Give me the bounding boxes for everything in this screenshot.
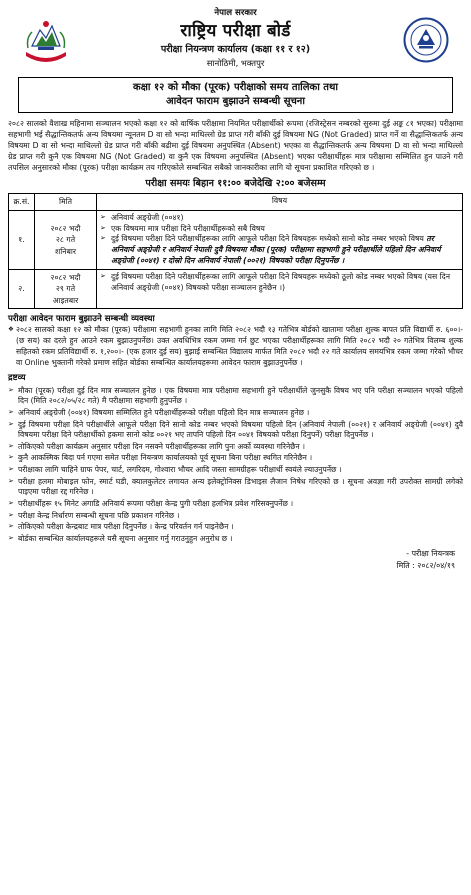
col-header-no: क्र.सं.	[9, 194, 35, 210]
subject-item: ➢ दुई विषयमा परीक्षा दिने परीक्षार्थीहरूका लागि आफूले परीक्षा दिने विषयहरू मध्येको ठूलो कोड नम्बर भएको विषय (यस दिन अनिवार्य अङ्ग्रेजी (००४१) विषयको परीक्षा सञ्चालन हुनेछैन ।)	[100, 272, 459, 294]
exam-time: परीक्षा समयः बिहान ११:०० बजेदेखि २:०० बजेसम्म	[145, 177, 326, 189]
notice-date: मिति : २०८२/०४/१९	[396, 561, 455, 571]
note-item: ➢ परीक्षा केन्द्र निर्धारण सम्बन्धी सूचना पछि प्रकाशन गरिनेछ ।	[8, 511, 463, 522]
note-item: ➢ तोकिएको परीक्षा केन्द्रबाट मात्र परीक्षा दिनुपर्नेछ । केन्द्र परिवर्तन गर्न पाइनेछैन ।	[8, 522, 463, 533]
row-subjects	[97, 210, 463, 270]
note-item: ➢ अनिवार्य अङ्ग्रेजी (००४१) विषयमा सम्मिलित हुने परीक्षार्थीहरूको परीक्षा पहिलो दिन मात्र सञ्चालन हुनेछ ।	[8, 408, 463, 419]
office-location: सानोठिमी, भक्तपुर	[206, 57, 265, 68]
subject-item: ➢ एक विषयमा मात्र परीक्षा दिने परीक्षार्थीहरूको सबै विषय	[100, 224, 459, 235]
note-item: ➢ तोकिएको परीक्षा कार्यक्रम अनुसार परीक्षा दिन नसक्ने परीक्षार्थीहरूका लागि पुनः अर्को व्यवस्था गरिनेछैन ।	[8, 442, 463, 453]
subject-item	[100, 234, 459, 267]
row-date	[35, 270, 97, 308]
date-line: २०८२ भदौ	[50, 224, 81, 234]
notice-title-line-1: कक्षा १२ को मौका (पूरक) परीक्षाको समय तालिका तथा	[133, 82, 338, 93]
note-item: ➢ परीक्षाका लागि चाहिने ग्राफ पेपर, चार्ट, लगरिदम, गोश्वारा भौचर आदि जस्ता सामग्रीहरू परीक्षार्थी स्वयंले ल्याउनुपर्नेछ ।	[8, 465, 463, 476]
schedule-table	[8, 193, 463, 308]
row-number: २.	[9, 270, 35, 308]
table-row	[9, 270, 463, 308]
notes-list	[8, 386, 463, 545]
government-name: नेपाल सरकार	[214, 8, 257, 18]
note-item: ➢ परीक्षार्थीहरू १५ मिनेट अगाडि अनिवार्य रूपमा परीक्षा केन्द्र पुगी परीक्षा हलभित्र प्रवेश गरिसक्नुपर्नेछ ।	[8, 499, 463, 510]
notice-title-box	[18, 77, 453, 113]
weekday: शनिबार	[54, 246, 76, 256]
row-number: १.	[9, 210, 35, 270]
note-item: ➢ परीक्षा हलमा मोबाइल फोन, स्मार्ट घडी, क्यालकुलेटर लगायत अन्य इलेक्ट्रोनिक्स डिभाइस लैजान निषेध गरिएको छ । सूचना अवज्ञा गरी उपरोक्त सामग्री लगेको पाइएमा परीक्षा रद्द गरिनेछ ।	[8, 477, 463, 498]
board-seal-icon	[403, 17, 449, 63]
notice-title-line-2: आवेदन फाराम बुझाउने सम्बन्धी सूचना	[166, 96, 305, 107]
board-name: राष्ट्रिय परीक्षा बोर्ड	[180, 21, 291, 42]
weekday: आइतबार	[52, 295, 79, 305]
note-item: ➢ मौका (पूरक) परीक्षा दुई दिन मात्र सञ्चालन हुनेछ । एक विषयमा मात्र परीक्षामा सहभागी हुने परीक्षार्थीले जुनसुकै विषय भए पनि परीक्षा सञ्चालन भएको पहिलो दिन (मिति २०८२/०५/२८ गते) मै परीक्षामा सहभागी हुनुपर्नेछ ।	[8, 386, 463, 407]
row-date	[35, 210, 97, 270]
application-heading: परीक्षा आवेदन फाराम बुझाउने सम्बन्धी व्यवस्था	[8, 313, 155, 324]
subject-item: ➢ अनिवार्य अङ्ग्रेजी (००४१)	[100, 213, 459, 224]
notes-heading: द्रष्टव्य	[8, 373, 26, 384]
intro-paragraph: २०८२ सालको वैशाख महिनामा सञ्चालन भएको कक्षा १२ को वार्षिक परीक्षामा नियमित परीक्षार्थीको रूपमा (रजिस्ट्रेसन नम्बरको सुरुमा दुई अङ्क ८१ भएका) परीक्षामा सहभागी भई सैद्धान्तिकतर्फ अन्य विषयमा न्यूनतम D वा सो भन्दा माथिल्लो ग्रेड प्राप्त गरी बाँकी दुई विषयमा NG (Not Graded) प्राप्त गर्ने वा सैद्धान्तिकतर्फ अन्य विषयमा D वा सो भन्दा माथिल्लो ग्रेड प्राप्त गरी बाँकी बढीमा दुई विषयमा अनुपस्थित (Absent) भएका वा सैद्धान्तिकतर्फ अन्य विषयमा D वा सो भन्दा माथिल्लो ग्रेड प्राप्त गरी कुनै एक विषयमा NG (Not Graded) वा कुनै एक विषयमा अनुपस्थित (Absent) भएका परीक्षार्थीहरू मात्र परीक्षामा सम्मिलित हुन पाउने गरी तपसिल अनुसारको मौका (पूरक) परीक्षा कार्यक्रम तय गरिएकोले सम्बन्धित सबैको जानकारीका लागि यो सूचना प्रकाशित गरिएको छ ।	[8, 119, 463, 172]
subject-item-emphasis: तर अनिवार्य अङ्ग्रेजी र अनिवार्य नेपाली दुवै विषयमा मौका (पूरक) परीक्षामा सहभागी हुने परीक्षार्थीले पहिलो दिन अनिवार्य अङ्ग्रेजी (००४१) र दोस्रो दिन अनिवार्य नेपाली (००२१) विषयको परीक्षा दिनुपर्नेछ ।	[111, 234, 441, 266]
signature-block	[8, 548, 463, 571]
table-row	[9, 210, 463, 270]
note-item: ➢ दुई विषयमा परीक्षा दिने परीक्षार्थीले आफूले परीक्षा दिने सानो कोड नम्बर भएको विषयमा पहिलो दिन (अनिवार्य नेपाली (००२१) र अनिवार्य अङ्ग्रेजी (००४१) दुवै विषयमा परीक्षा दिने परीक्षार्थीको हकमा सानो कोड ००२१ भए तापनि पहिलो दिन ००४१ विषयको परीक्षा दिनुपर्ने) परीक्षा दिनुपर्नेछ ।	[8, 420, 463, 441]
letterhead	[8, 8, 463, 72]
row-subjects	[97, 270, 463, 308]
signer-title: - परीक्षा नियन्त्रक	[406, 549, 455, 559]
application-body: ❖ २०८२ सालको कक्षा १२ को मौका (पूरक) परीक्षामा सहभागी हुनका लागि मिति २०८२ भदौ १३ गतेभित्र बोर्डको खातामा परीक्षा शुल्क बापत प्रति विद्यार्थी रु. ६००।- (छ सय) का दरले हुन आउने रकम बुझाउनुपर्नेछ। उक्त अवधिभित्र रकम जम्मा गर्न छुट भएका परीक्षार्थीहरूका लागि मिति २०८२ भदौ २० गतेभित्र विलम्ब शुल्क सहितको रकम प्रतिविद्यार्थी रु. १,२००।- (एक हजार दुई सय) बुझाई सम्बन्धित विद्यालय मार्फत मिति २०८२ भदौ २२ गते कार्यालय समयभित्र रकम जम्मा गरेको भौचर वा Online भुक्तानी गरेको प्रमाण सहित बोर्डका सम्बन्धित कार्यालयहरूमा आवेदन फाराम बुझाउनुपर्नेछ ।	[8, 325, 463, 368]
note-item: ➢ कुनै आकस्मिक बिदा पर्न गएमा समेत परीक्षा नियन्त्रण कार्यालयको पूर्व सूचना बिना परीक्षा स्थगित गरिनेछैन ।	[8, 453, 463, 464]
table-header-row	[9, 194, 463, 210]
col-header-subject: विषय	[97, 194, 463, 210]
subject-item-text: दुई विषयमा परीक्षा दिने परीक्षार्थीहरूका लागि आफूले परीक्षा दिने विषयहरू मध्येको सानो कोड नम्बर भएको विषय	[111, 234, 424, 244]
date-line: २९ गते	[55, 284, 76, 294]
nepal-emblem-icon	[22, 18, 70, 62]
col-header-date: मिति	[35, 194, 97, 210]
note-item: ➢ बोर्डका सम्बन्धित कार्यालयहरूले यसै सूचना अनुसार गर्नु गराउनुहुन अनुरोध छ ।	[8, 534, 463, 545]
date-line: २०८२ भदौ	[50, 273, 81, 283]
office-name: परीक्षा नियन्त्रण कार्यालय (कक्षा ११ र १२)	[160, 44, 311, 56]
date-line: २८ गते	[55, 235, 76, 245]
